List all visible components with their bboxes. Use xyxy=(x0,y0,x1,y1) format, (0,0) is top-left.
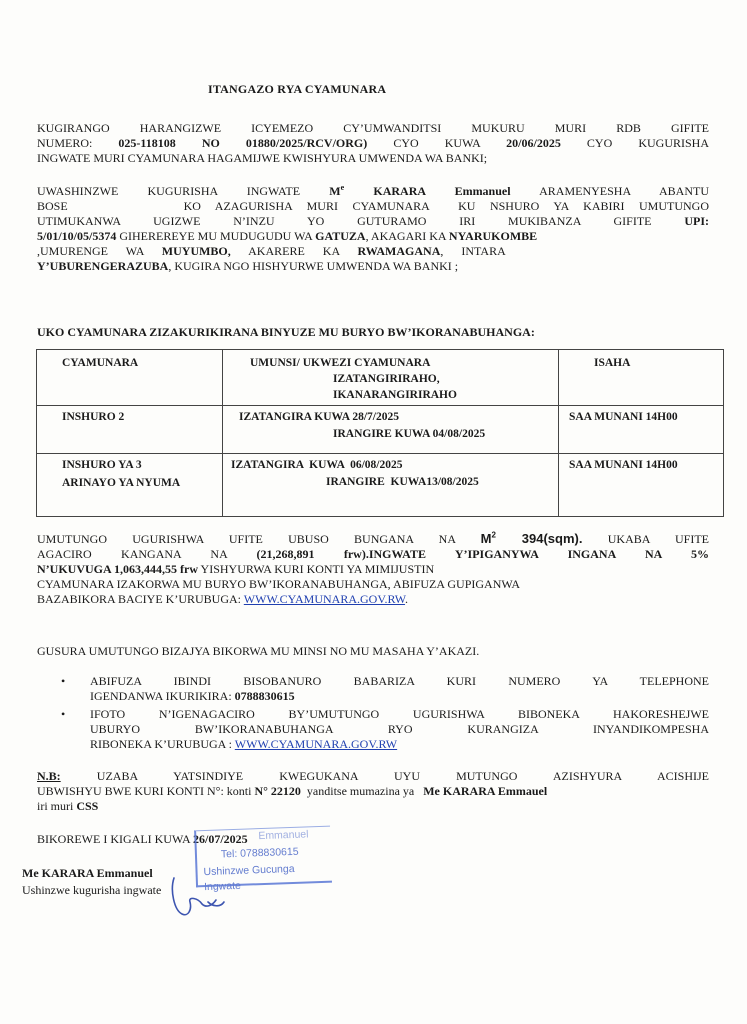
cyamunara-website-link[interactable]: WWW.CYAMUNARA.GOV.RW xyxy=(243,592,406,606)
signer-name: Me KARARA Emmanuel xyxy=(22,866,153,880)
property-line-2: AGACIRO KANGANA NA (21,268,891 frw).INGWATE Y’IPIGANYWA INGANA NA 5% xyxy=(37,547,710,561)
table-cell: SAA MUNANI 14H00 xyxy=(559,406,724,454)
signer-role: Ushinzwe kugurisha ingwate xyxy=(22,883,162,897)
list-item: • ABIFUZA IBINDI BISOBANURO BABARIZA KURI NUMERO YA TELEPHONE IGENDANWA IKURIKIRA: 0788830615 xyxy=(61,674,709,703)
announcement-paragraph xyxy=(37,184,709,274)
section-heading: UKO CYAMUNARA ZIZAKURIKIRANA BINYUZE MU BURYO BW’IKORANABUHANGA: xyxy=(37,325,535,339)
bullet-icon: • xyxy=(61,674,66,688)
cyamunara-website-link[interactable]: WWW.CYAMUNARA.GOV.RW xyxy=(234,737,398,751)
intro-line-1: KUGIRANGO HARANGIZWE ICYEMEZO CY’UMWANDITSI MUKURU MURI RDB GIFITE xyxy=(37,121,709,135)
nb-line-1: N.B: UZABA YATSINDIYE KWEGUKANA UYU MUTUNGO AZISHYURA ACISHIJE xyxy=(37,769,709,783)
announce-line-5: ,UMURENGE WA MUYUMBO, AKARERE KA RWAMAGANA, INTARA xyxy=(37,244,506,258)
table-row xyxy=(37,454,724,517)
nb-paragraph xyxy=(37,769,709,814)
table-header-cell: ISAHA xyxy=(559,350,724,406)
property-line-1: UMUTUNGO UGURISHWA UFITE UBUSO BUNGANA NA $M^2$ 394(sqm). UKABA UFITE xyxy=(37,530,709,546)
property-line-3: N’UKUVUGA 1,063,444,55 frw YISHYURWA KURI KONTI YA MIMIJUSTIN xyxy=(37,562,435,576)
announce-line-6: Y’UBURENGERAZUBA, KUGIRA NGO HISHYURWE UMWENDA WA BANKI ; xyxy=(37,259,459,273)
signature-icon xyxy=(168,872,228,920)
property-details-paragraph xyxy=(37,531,709,607)
table-header-cell: UMUNSI/ UKWEZI CYAMUNARA IZATANGIRIRAHO, IKANARANGIRIRAHO xyxy=(223,350,559,406)
table-cell: SAA MUNANI 14H00 xyxy=(559,454,724,517)
table-cell: INSHURO YA 3 ARINAYO YA NYUMA xyxy=(37,454,223,517)
property-line-4: CYAMUNARA IZAKORWA MU BURYO BW’IKORANABUHANGA, ABIFUZA GUPIGANWA xyxy=(37,577,521,591)
announce-line-2: BOSE KO AZAGURISHA MURI CYAMUNARA KU NSHURO YA KABIRI UMUTUNGO xyxy=(37,199,709,213)
auction-schedule-table xyxy=(36,349,724,517)
intro-paragraph xyxy=(37,121,709,166)
property-line-5: BAZABIKORA BACIYE K’URUBUGA: WWW.CYAMUNARA.GOV.RW. xyxy=(37,592,409,606)
table-header-row xyxy=(37,350,724,406)
table-row xyxy=(37,406,724,454)
list-item: • IFOTO N’IGENAGACIRO BY’UMUTUNGO UGURISHWA BIBONEKA HAKORESHEJWE UBURYO BW’IKORANABUHANGA RYO KURANGIZA INYANDIKOMPESHA RIBONEKA K’URUBUGA : WWW.CYAMUNARA.GOV.RW xyxy=(61,707,709,751)
table-cell: IZATANGIRA KUWA 28/7/2025 IRANGIRE KUWA 04/08/2025 xyxy=(223,406,559,454)
nb-line-2: UBWISHYU BWE KURI KONTI N°: konti N° 22120 yanditse mumazina ya Me KARARA Emmauel xyxy=(37,784,548,798)
done-at-line: BIKOREWE I KIGALI KUWA 26/07/2025 xyxy=(37,832,248,846)
nb-line-3: iri muri CSS xyxy=(37,799,99,813)
visit-notice: GUSURA UMUTUNGO BIZAJYA BIKORWA MU MINSI NO MU MASAHA Y’AKAZI. xyxy=(37,644,480,658)
table-cell: IZATANGIRA KUWA 06/08/2025 IRANGIRE KUWA13/08/2025 xyxy=(223,454,559,517)
contact-bullet-list xyxy=(37,674,709,755)
announce-line-4: 5/01/10/05/5374 GIHEREREYE MU MUDUGUDU WA GATUZA, AKAGARI KA NYARUKOMBE xyxy=(37,229,538,243)
bullet-icon: • xyxy=(61,707,66,721)
announce-line-1: UWASHINZWE KUGURISHA INGWATE Me KARARA Emmanuel ARAMENYESHA ABANTU xyxy=(37,183,709,198)
table-cell: INSHURO 2 xyxy=(37,406,223,454)
intro-line-3: INGWATE MURI CYAMUNARA HAGAMIJWE KWISHYURA UMWENDA WA BANKI; xyxy=(37,151,488,165)
table-header-cell: CYAMUNARA xyxy=(37,350,223,406)
intro-line-2: NUMERO: 025-118108 NO 01880/2025/RCV/ORG) CYO KUWA 20/06/2025 CYO KUGURISHA xyxy=(37,136,709,150)
notice-title: ITANGAZO RYA CYAMUNARA xyxy=(208,82,387,96)
official-stamp: Emmanuel Tel: 0788830615 Ushinzwe Gucunga Ingwate xyxy=(192,824,334,887)
announce-line-3: UTIMUKANWA UGIZWE N’INZU YO GUTURAMO IRI MUKIBANZA GIFITE UPI: xyxy=(37,214,709,228)
